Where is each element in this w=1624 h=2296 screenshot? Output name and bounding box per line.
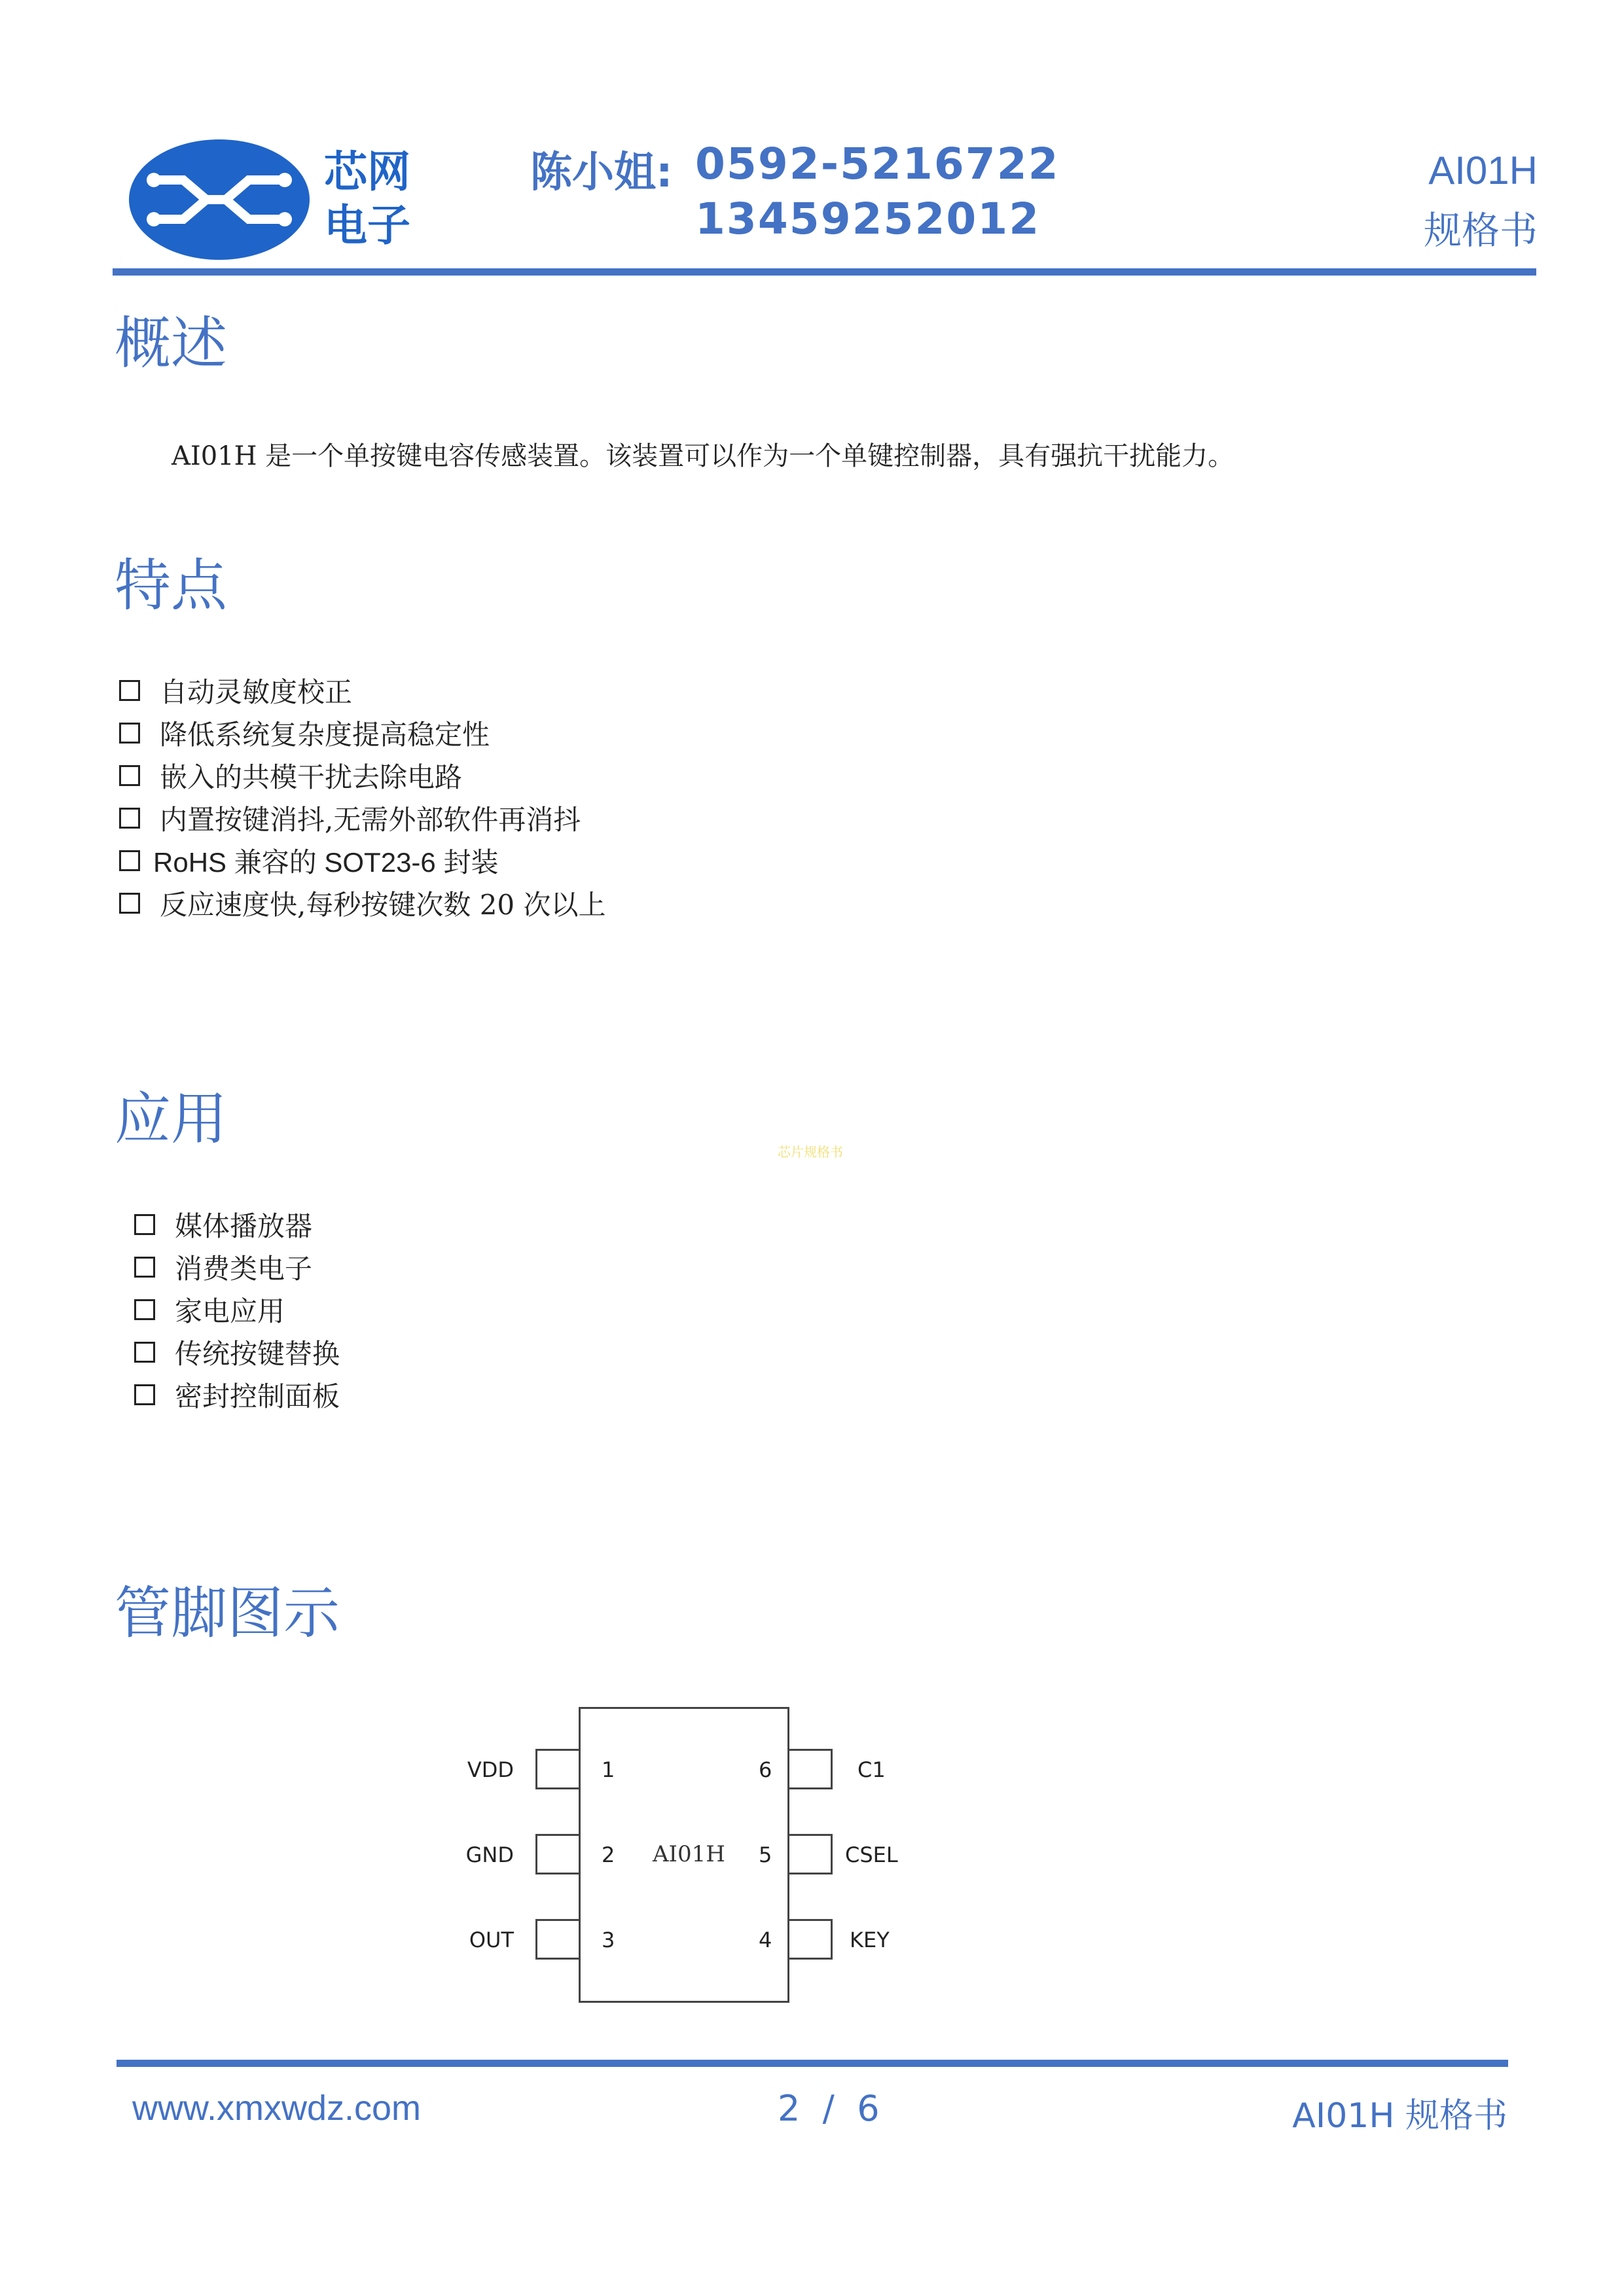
pin-2-label: GND	[465, 1842, 514, 1867]
pin-3-number: 3	[602, 1928, 615, 1952]
pin-6-pad	[789, 1749, 833, 1789]
header-divider	[113, 268, 1536, 276]
company-logo	[128, 134, 429, 265]
pin-1-number: 1	[602, 1757, 615, 1782]
chip-name: AI01H	[653, 1841, 725, 1867]
checkbox-icon	[119, 765, 140, 786]
contact-phone-2: 13459252012	[695, 194, 1041, 244]
list-item: 内置按键消抖,无需外部软件再消抖	[119, 797, 606, 839]
checkbox-icon	[119, 723, 140, 744]
footer-website-link[interactable]: www.xmxwdz.com	[132, 2089, 422, 2128]
checkbox-icon	[119, 808, 140, 829]
applications-heading: 应用	[115, 1086, 227, 1152]
applications-list	[134, 1203, 340, 1416]
pin-1-pad	[535, 1749, 579, 1789]
checkbox-icon	[119, 893, 140, 914]
list-item: 自动灵敏度校正	[119, 669, 606, 711]
list-item: 密封控制面板	[134, 1373, 340, 1416]
list-item: 传统按键替换	[134, 1331, 340, 1373]
pin-5-pad	[789, 1834, 833, 1874]
contact-phone-1: 0592-5216722	[695, 139, 1060, 189]
overview-text: AI01H 是一个单按键电容传感装置。该装置可以作为一个单键控制器，具有强抗干扰能力。	[171, 441, 1235, 471]
pin-5-label: CSEL	[845, 1842, 898, 1867]
list-item: 消费类电子	[134, 1246, 340, 1288]
list-item: 嵌入的共模干扰去除电路	[119, 754, 606, 797]
doc-code: AI01H	[1428, 149, 1538, 192]
checkbox-icon	[134, 1384, 155, 1405]
pin-2-pad	[535, 1834, 579, 1874]
checkbox-icon	[119, 850, 140, 871]
contact-label: 陈小姐:	[530, 149, 673, 197]
watermark: 芯片规格书	[778, 1144, 843, 1160]
pin-2-number: 2	[602, 1842, 615, 1867]
list-item: 媒体播放器	[134, 1203, 340, 1246]
checkbox-icon	[134, 1257, 155, 1278]
chip-body	[579, 1707, 789, 2003]
pinout-heading: 管脚图示	[115, 1581, 340, 1646]
list-item: 降低系统复杂度提高稳定性	[119, 711, 606, 754]
logo-text-line1: 芯网	[324, 147, 410, 197]
doc-title: 规格书	[1423, 208, 1538, 253]
checkbox-icon	[134, 1299, 155, 1320]
pin-5-number: 5	[759, 1842, 772, 1867]
pin-1-label: VDD	[467, 1757, 514, 1782]
pin-3-label: OUT	[469, 1928, 514, 1952]
footer-divider	[117, 2060, 1508, 2067]
footer-page-number: 2 / 6	[778, 2088, 880, 2129]
features-list	[119, 669, 606, 924]
pin-3-pad	[535, 1919, 579, 1960]
footer-doc-title: AI01H 规格书	[1292, 2096, 1507, 2136]
circuit-logo-icon	[128, 134, 429, 265]
pin-4-number: 4	[759, 1928, 772, 1952]
pin-4-label: KEY	[850, 1928, 890, 1952]
pin-4-pad	[789, 1919, 833, 1960]
list-item: RoHS 兼容的 SOT23-6 封装	[119, 839, 606, 882]
logo-text-line2: 电子	[324, 200, 410, 251]
list-item: 家电应用	[134, 1288, 340, 1331]
pin-6-number: 6	[759, 1757, 772, 1782]
list-item: 反应速度快,每秒按键次数 20 次以上	[119, 882, 606, 924]
checkbox-icon	[134, 1342, 155, 1363]
overview-heading: 概述	[115, 311, 227, 376]
checkbox-icon	[134, 1214, 155, 1235]
checkbox-icon	[119, 680, 140, 701]
pin-6-label: C1	[857, 1757, 886, 1782]
features-heading: 特点	[115, 553, 227, 619]
